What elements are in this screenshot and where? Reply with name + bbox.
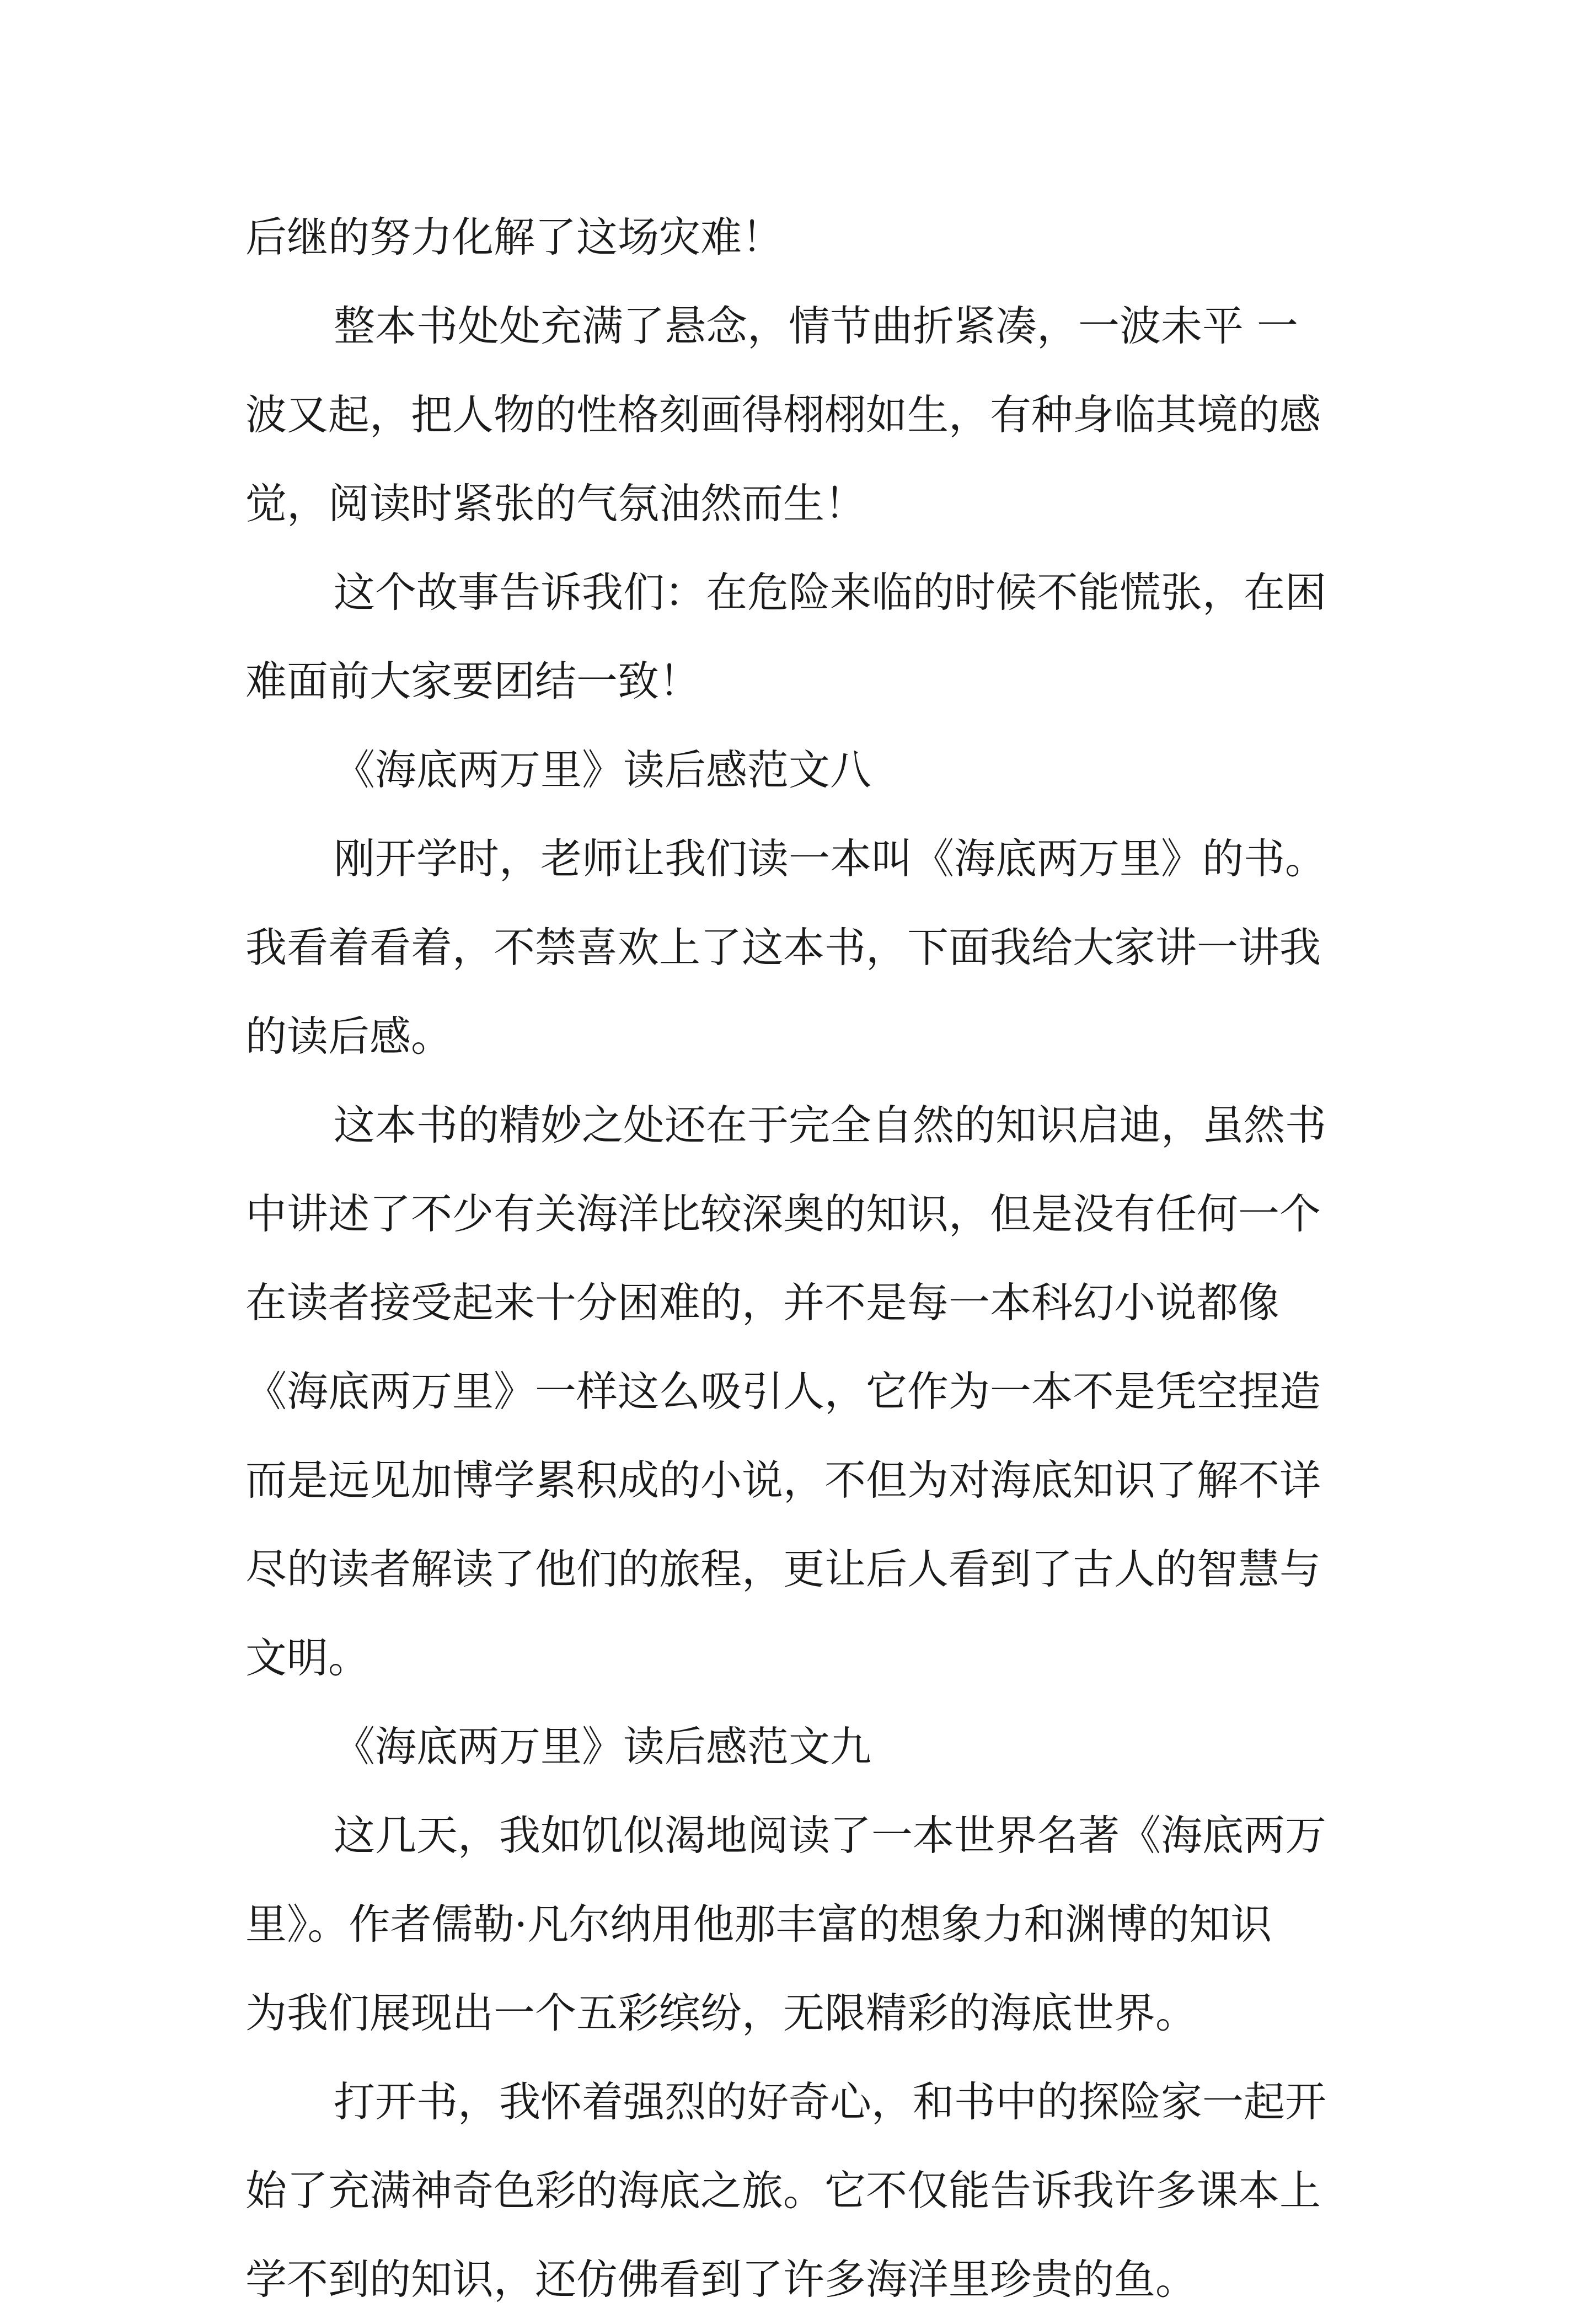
text-line: 始了充满神奇色彩的海底之旅。它不仅能告诉我许多课本上 <box>245 2166 1321 2215</box>
text-line: 里》。作者儒勒·凡尔纳用他那丰富的想象力和渊博的知识 <box>245 1900 1272 1948</box>
section-heading: 《海底两万里》读后感范文八 <box>334 746 872 794</box>
text-line: 的读后感。 <box>245 1012 453 1061</box>
text-line: 波又起，把人物的性格刻画得栩栩如生，有种身临其境的感 <box>245 390 1321 439</box>
text-line: 后继的努力化解了这场灾难！ <box>245 213 784 261</box>
text-line: 这本书的精妙之处还在于完全自然的知识启迪，虽然书 <box>334 1101 1327 1149</box>
paragraph <box>245 1081 1384 1702</box>
text-line: 这个故事告诉我们：在危险来临的时候不能慌张，在困 <box>334 568 1327 617</box>
paragraph <box>245 815 1384 1081</box>
paragraph-continued <box>245 193 1384 282</box>
text-line: 文明。 <box>245 1634 370 1682</box>
paragraph <box>245 2058 1384 2324</box>
text-line: 难面前大家要团结一致！ <box>245 657 701 705</box>
text-line: 在读者接受起来十分困难的，并不是每一本科幻小说都像 <box>245 1278 1280 1327</box>
text-line: 为我们展现出一个五彩缤纷，无限精彩的海底世界。 <box>245 1989 1197 2037</box>
section-heading: 《海底两万里》读后感范文九 <box>334 1722 872 1771</box>
text-line: 打开书，我怀着强烈的好奇心，和书中的探险家一起开 <box>334 2077 1327 2126</box>
text-line: 觉，阅读时紧张的气氛油然而生！ <box>245 479 866 528</box>
text-line: 学不到的知识，还仿佛看到了许多海洋里珍贵的鱼。 <box>245 2255 1197 2304</box>
text-line: 尽的读者解读了他们的旅程，更让后人看到了古人的智慧与 <box>245 1545 1321 1593</box>
document-body <box>245 193 1384 2324</box>
text-line: 刚开学时，老师让我们读一本叫《海底两万里》的书。 <box>334 834 1327 883</box>
text-line: 整本书处处充满了悬念，情节曲折紧凑，一波未平 一 <box>334 302 1298 350</box>
text-line: 中讲述了不少有关海洋比较深奥的知识，但是没有任何一个 <box>245 1190 1321 1238</box>
text-line: 而是远见加博学累积成的小说，不但为对海底知识了解不详 <box>245 1456 1321 1504</box>
paragraph <box>245 282 1384 548</box>
text-line: 这几天，我如饥似渴地阅读了一本世界名著《海底两万 <box>334 1811 1327 1860</box>
text-line: 我看着看着，不禁喜欢上了这本书，下面我给大家讲一讲我 <box>245 923 1321 972</box>
paragraph <box>245 548 1384 726</box>
text-line: 《海底两万里》一样这么吸引人，它作为一本不是凭空捏造 <box>245 1367 1321 1416</box>
paragraph <box>245 1791 1384 2058</box>
